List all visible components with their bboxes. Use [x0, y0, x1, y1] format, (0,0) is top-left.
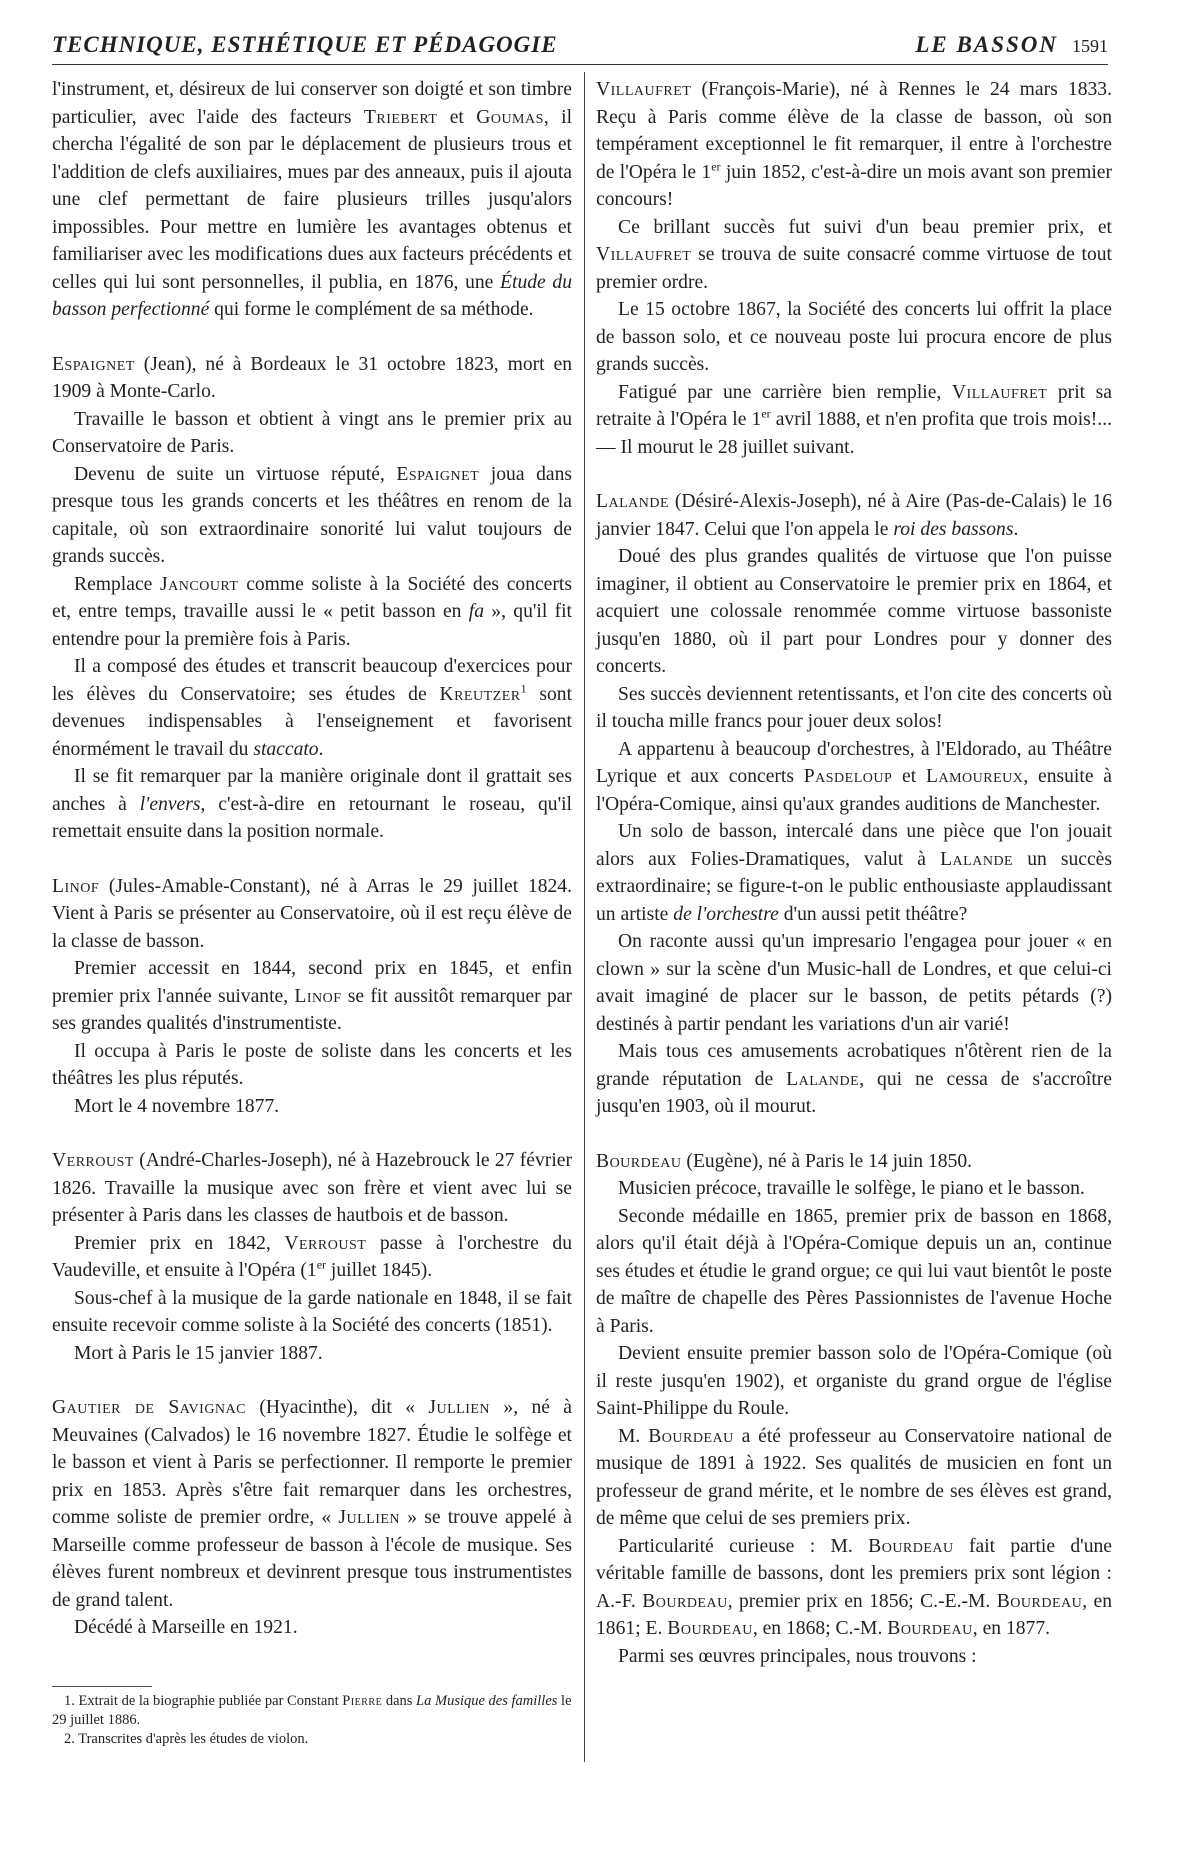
entry-linof	[52, 873, 572, 1121]
page-number: 1591	[1072, 36, 1108, 56]
italic-text: l'envers	[139, 793, 201, 815]
text: (Jean), né à Bordeaux le 31 octobre 1823, mort en 1909 à Monte-Carlo.	[52, 353, 572, 402]
paragraph: Mort à Paris le 15 janvier 1887.	[74, 1342, 323, 1364]
entry-verroust	[52, 1147, 572, 1367]
header-chapter	[915, 32, 1108, 58]
paragraph	[52, 1230, 572, 1285]
person-name: Bourdeau	[596, 1150, 682, 1172]
text: l'instrument, et, désireux de lui conserver son doigté et son timbre particulier, avec l'aide des facteurs	[52, 79, 572, 128]
person-name: Gautier de Savignac	[52, 1397, 246, 1418]
person-name: Linof	[294, 985, 342, 1007]
text: juin 1852, c'est-à-dire un mois avant son premier concours!	[596, 161, 1112, 210]
text: , premier prix en 1856; C.-E.-M.	[727, 1590, 997, 1612]
paragraph	[596, 736, 1112, 819]
person-name: Bourdeau	[996, 1590, 1083, 1612]
paragraph: Il occupa à Paris le poste de soliste dans les concerts et les théâtres les plus réputés.	[52, 1040, 572, 1089]
text: 1. Extrait de la biographie publiée par Constant	[64, 1693, 343, 1709]
person-name: Goumas	[476, 106, 544, 128]
paragraph	[596, 379, 1112, 462]
entry-lalande	[596, 488, 1112, 1121]
italic-text: staccato	[253, 738, 319, 760]
paragraph: Le 15 octobre 1867, la Société des concerts lui offrit la place de basson solo, et ce nouveau poste lui procura encore de plus grands succès.	[596, 299, 1112, 375]
person-name: Jancourt	[160, 573, 239, 595]
paragraph	[52, 571, 572, 654]
paragraph: On raconte aussi qu'un impresario l'engagea pour jouer « en clown » sur la scène d'un Music-hall de Londres, et que celui-ci avait imaginé de placer sur le basson, de petits pétards (?) destinés à partir pendant les variations d'un air varié!	[596, 931, 1112, 1035]
text: », né à Meuvaines (Calvados) le 16 novembre 1827. Étudie le solfège et le basson et vient à Paris se perfectionner. Il remporte le premier prix en 1853. Après s'être fait remarquer dans les orchestres, comme soliste de premier ordre, «	[52, 1397, 572, 1528]
text: Fatigué par une carrière bien remplie,	[618, 381, 952, 403]
footnotes	[52, 1692, 572, 1749]
person-name: Bourdeau	[667, 1618, 753, 1639]
text: joua dans presque tous les grands concerts et les théâtres en renom de la capitale, où son extraordinaire sonorité lui valut toujours de grands succès.	[52, 463, 572, 567]
footnote-ref: 1	[520, 680, 527, 695]
entry-heading	[52, 873, 572, 956]
text: Remplace	[74, 573, 161, 595]
entry-heading	[596, 76, 1112, 214]
text: (François-Marie), né à Rennes le 24 mars 1833. Reçu à Paris comme élève de la classe de basson, où son tempérament exceptionnel le fit remarquer, il entre à l'orchestre de l'Opéra le 1	[596, 79, 1112, 183]
person-name: Lamoureux	[925, 766, 1024, 787]
text: dans	[382, 1693, 417, 1709]
text: (Jules-Amable-Constant), né à Arras le 29 juillet 1824. Vient à Paris se présenter au Conservatoire, où il est reçu élève de la classe de basson.	[52, 875, 572, 952]
paragraph	[52, 653, 572, 763]
text: Devenu de suite un virtuose réputé,	[74, 463, 397, 485]
text: qui forme le complément de sa méthode.	[209, 299, 534, 320]
entry-continued	[52, 76, 572, 324]
text: Premier accessit en 1844, second prix en 1845, et enfin premier prix l'année suivante,	[52, 958, 572, 1007]
person-name: Linof	[52, 875, 100, 897]
person-name: Villaufret	[596, 79, 692, 100]
text: (Désiré-Alexis-Joseph), né à Aire (Pas-de-Calais) le 16 janvier 1847. Celui que l'on appela le	[596, 491, 1112, 540]
italic-text: de l'orchestre	[673, 903, 779, 925]
person-name: Bourdeau	[887, 1618, 973, 1639]
paragraph	[52, 461, 572, 571]
paragraph: Parmi ses œuvres principales, nous trouvons :	[618, 1645, 977, 1667]
text: M.	[618, 1425, 649, 1447]
text: A appartenu à beaucoup d'orchestres, à l'Eldorado, au Théâtre Lyrique et aux concerts	[596, 738, 1112, 787]
paragraph: Devient ensuite premier basson solo de l'Opéra-Comique (où il reste jusqu'en 1902), et organiste du grand orgue de l'église Saint-Philippe du Roule.	[596, 1343, 1112, 1419]
person-name: Verroust	[284, 1232, 367, 1254]
entry-villaufret	[596, 76, 1112, 461]
paragraph	[596, 818, 1112, 928]
text: , c'est-à-dire en retournant le roseau, qu'il remettait ensuite dans la position normale.	[52, 793, 572, 842]
text: le 29 juillet 1886.	[52, 1693, 572, 1728]
left-column	[52, 76, 572, 1669]
header-section-title: TECHNIQUE, ESTHÉTIQUE ET PÉDAGOGIE	[52, 32, 558, 57]
person-name: Verroust	[52, 1150, 134, 1171]
person-name: Espaignet	[396, 463, 480, 485]
header-chapter-title: LE BASSON	[915, 32, 1058, 57]
person-name: Pierre	[342, 1693, 383, 1709]
entry-bourdeau	[596, 1148, 1112, 1671]
entry-heading	[596, 488, 1112, 543]
text: Il se fit remarquer par la manière originale dont il grattait ses anches à	[52, 766, 572, 815]
person-name: Kreutzer	[439, 683, 521, 705]
text: .	[318, 738, 324, 760]
person-name: Bourdeau	[648, 1425, 734, 1447]
column-divider	[584, 72, 585, 1762]
paragraph: Mort le 4 novembre 1877.	[74, 1095, 280, 1117]
paragraph: Musicien précoce, travaille le solfège, le piano et le basson.	[618, 1178, 1085, 1199]
text: (Eugène), né à Paris le 14 juin 1850.	[681, 1150, 973, 1172]
work-title: Étude du basson perfectionné	[52, 271, 572, 320]
person-name: Jullien	[428, 1397, 491, 1418]
footnote-1	[52, 1692, 572, 1730]
text: passe à l'orchestre du Vaudeville, et ensuite à l'Opéra (1	[52, 1232, 572, 1281]
paragraph	[52, 763, 572, 846]
paragraph	[596, 1423, 1112, 1533]
text: a été professeur au Conservatoire national de musique de 1891 à 1922. Ses qualités de musicien en font un professeur de grand mérite, et le nombre de ses élèves est grand, de même que celui de ses premiers prix.	[596, 1425, 1112, 1529]
person-name: Espaignet	[52, 353, 135, 375]
paragraph	[596, 214, 1112, 297]
entry-heading	[52, 351, 572, 406]
paragraph	[596, 1038, 1112, 1121]
superscript: er	[316, 1257, 327, 1272]
text: sont devenues indispensables à l'enseignement et favorisent énormément le travail du	[52, 683, 573, 760]
text: , il chercha l'égalité de son par le déplacement de plusieurs trous et l'addition de clefs auxiliaires, mues par des anneaux, puis il ajouta une clef permettant de faire plusieurs trilles jusqu'alors impossibles. Pour mettre en lumière les avantages obtenus et familiariser avec les modifications dues aux facteurs précédents et celles qui lui sont personnelles, il publia, en 1876, une	[52, 106, 573, 293]
text: prit sa retraite à l'Opéra le 1	[596, 381, 1112, 430]
text: (André-Charles-Joseph), né à Hazebrouck le 27 février 1826. Travaille la musique avec son frère et vient avec lui se présenter à Paris dans les classes de hautbois et de basson.	[52, 1150, 572, 1226]
text: , qui ne cessa de s'accroître jusqu'en 1903, où il mourut.	[596, 1068, 1112, 1117]
superscript: er	[761, 406, 771, 421]
text: juillet 1845).	[326, 1260, 433, 1281]
paragraph: Décédé à Marseille en 1921.	[74, 1617, 298, 1638]
paragraph: Ses succès deviennent retentissants, et l'on cite des concerts où il toucha mille francs pour jouer deux solos!	[596, 683, 1112, 732]
person-name: Lalande	[786, 1068, 860, 1090]
text: Un solo de basson, intercalé dans une pièce que l'on jouait alors aux Folies-Dramatiques, valut à	[596, 821, 1112, 870]
paragraph: Seconde médaille en 1865, premier prix de basson en 1868, alors qu'il était déjà à l'Opéra-Comique depuis un an, continue ses études et étudie le grand orgue; ce qui lui vaut bientôt le poste de maître de chapelle des Pères Passionnistes de l'avenue Hoche à Paris.	[596, 1205, 1112, 1337]
person-name: Bourdeau	[642, 1590, 728, 1612]
text: avril 1888, et n'en profita que trois mois!... — Il mourut le 28 juillet suivant.	[596, 409, 1112, 458]
entry-heading	[52, 1147, 572, 1230]
paragraph	[52, 955, 572, 1038]
text: d'un aussi petit théâtre?	[778, 903, 968, 925]
person-name: Lalande	[596, 491, 670, 512]
text: se trouva de suite consacré comme virtuose de tout premier ordre.	[596, 244, 1112, 293]
footnote-2: 2. Transcrites d'après les études de violon.	[64, 1731, 309, 1747]
superscript: er	[711, 158, 721, 173]
text: Mais tous ces amusements acrobatiques n'ôtèrent rien de la grande réputation de	[596, 1041, 1112, 1090]
paragraph: Sous-chef à la musique de la garde nationale en 1848, il se fait ensuite recevoir comme soliste à la Société des concerts (1851).	[52, 1287, 572, 1336]
entry-espaignet	[52, 351, 572, 846]
text: Il a composé des études et transcrit beaucoup d'exercices pour les élèves du Conservatoire; ses études de	[52, 656, 572, 705]
person-name: Villaufret	[951, 381, 1048, 403]
running-header	[52, 30, 1108, 65]
paragraph: Doué des plus grandes qualités de virtuose que l'on puisse imaginer, il obtient au Conservatoire le premier prix en 1864, et acquiert une colossale renommée comme virtuose bassoniste jusqu'en 1880, où il part pour Londres pour y donner des concerts.	[596, 546, 1112, 677]
entry-heading	[52, 1394, 572, 1614]
text: et	[437, 106, 477, 128]
entry-heading	[596, 1148, 1112, 1176]
text: Premier prix en 1842,	[74, 1232, 285, 1254]
entry-gautier	[52, 1394, 572, 1642]
text: et	[892, 766, 926, 787]
person-name: Pasdeloup	[803, 766, 893, 787]
text: » se trouve appelé à Marseille comme professeur de basson à l'école de musique. Ses élèves furent nombreux et devinrent presque tous instrumentistes de grand talent.	[52, 1507, 572, 1611]
person-name: Triebert	[363, 106, 438, 128]
text: Particularité curieuse : M.	[618, 1535, 869, 1557]
text: fait partie d'une véritable famille de bassons, dont les premiers prix sont légion : A.-F.	[596, 1535, 1112, 1612]
text: , en 1861; E.	[596, 1590, 1112, 1639]
text: , en 1877.	[972, 1618, 1051, 1639]
footnote-rule	[52, 1686, 152, 1687]
text: un succès extraordinaire; se figure-t-on le public enthousiaste applaudissant un artiste	[596, 848, 1112, 925]
person-name: Villaufret	[596, 244, 692, 265]
italic-text: fa	[468, 601, 484, 622]
paragraph	[52, 76, 572, 324]
paragraph	[596, 1533, 1112, 1643]
text: .	[1013, 518, 1019, 540]
person-name: Jullien	[338, 1507, 401, 1528]
text: », qu'il fit entendre pour la première fois à Paris.	[52, 601, 572, 650]
text: (Hyacinthe), dit «	[246, 1397, 429, 1418]
person-name: Bourdeau	[868, 1535, 954, 1557]
person-name: Lalande	[940, 848, 1014, 870]
text: Ce brillant succès fut suivi d'un beau premier prix, et	[618, 216, 1112, 238]
text: comme soliste à la Société des concerts et, entre temps, travaille aussi le « petit basson en	[52, 573, 572, 622]
publication-title: La Musique des familles	[416, 1693, 558, 1709]
right-column	[596, 76, 1112, 1697]
text: se fit aussitôt remarquer par ses grandes qualités d'instrumentiste.	[52, 985, 572, 1034]
paragraph: Travaille le basson et obtient à vingt ans le premier prix au Conservatoire de Paris.	[52, 408, 572, 457]
text: , ensuite à l'Opéra-Comique, ainsi qu'aux grandes auditions de Manchester.	[596, 766, 1112, 815]
italic-text: roi des bassons	[893, 518, 1014, 540]
text: , en 1868; C.-M.	[752, 1618, 888, 1639]
